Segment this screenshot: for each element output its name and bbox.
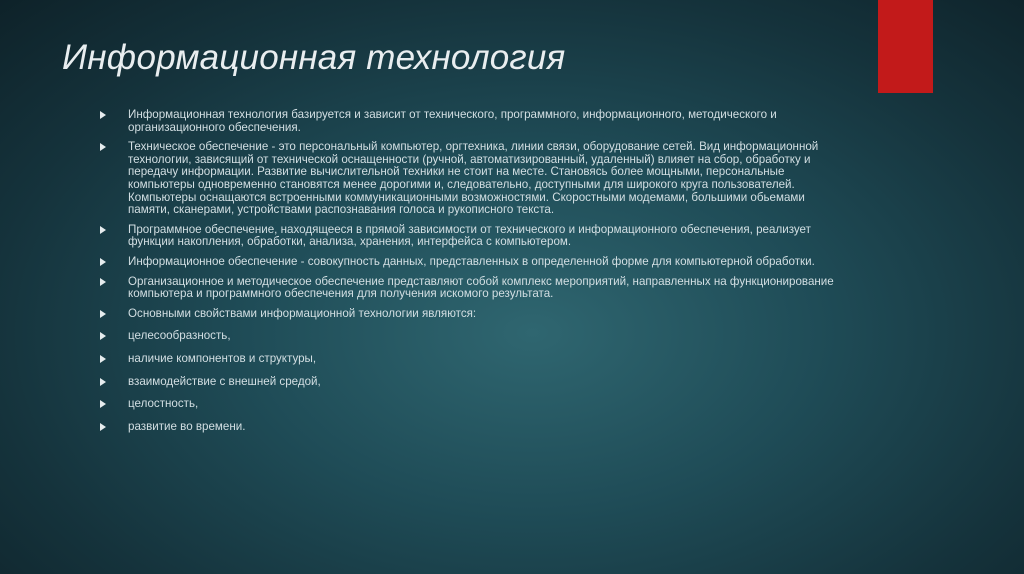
list-item <box>100 256 845 269</box>
list-item <box>100 308 845 321</box>
triangle-right-bullet-icon <box>100 278 106 286</box>
bullet-text: Информационная технология базируется и зависит от технического, программного, информационного, методического и организационного обеспечения. <box>128 108 777 134</box>
list-item <box>100 224 845 249</box>
slide-title: Информационная технология <box>62 38 566 77</box>
list-item <box>100 421 845 434</box>
triangle-right-bullet-icon <box>100 332 106 340</box>
triangle-right-bullet-icon <box>100 355 106 363</box>
triangle-right-bullet-icon <box>100 400 106 408</box>
list-item <box>100 141 845 217</box>
triangle-right-bullet-icon <box>100 143 106 151</box>
triangle-right-bullet-icon <box>100 111 106 119</box>
triangle-right-bullet-icon <box>100 378 106 386</box>
triangle-right-bullet-icon <box>100 310 106 318</box>
triangle-right-bullet-icon <box>100 226 106 234</box>
bullet-text: наличие компонентов и структуры, <box>128 351 317 365</box>
list-item <box>100 398 845 411</box>
triangle-right-bullet-icon <box>100 423 106 431</box>
bullet-text: Программное обеспечение, находящееся в прямой зависимости от технического и информационного обеспечения, реализует функции накопления, обработки, анализа, хранения, интерфейса с компьютером. <box>128 222 811 249</box>
bullet-text: целесообразность, <box>128 329 231 343</box>
bullet-text: Техническое обеспечение - это персональный компьютер, оргтехника, линии связи, оборудование сетей. Вид информационной технологии, зависящий от технической оснащенности (ручной, автоматизированный, удаленный) влияет на сбор, обработку и передачу информации. Развитие вычислительной техники не стоит на месте. Становясь более мощными, персональные компьютеры одновременно становятся менее дорогими и, следовательно, доступными для широкого круга пользователей. Компьютеры оснащаются встроенными коммуникационными возможностями. Скоростными модемами, большими обьемами памяти, сканерами, устройствами распознавания голоса и рукописного текста. <box>128 140 819 217</box>
triangle-right-bullet-icon <box>100 258 106 266</box>
list-item <box>100 353 845 366</box>
list-item <box>100 376 845 389</box>
bullet-text: развитие во времени. <box>128 419 246 433</box>
bullet-text: Организационное и методическое обеспечение представляют собой комплекс мероприятий, направленных на функционирование компьютера и программного обеспечения для получения искомого результата. <box>128 274 834 301</box>
list-item <box>100 109 845 134</box>
bullet-text: взаимодействие с внешней средой, <box>128 374 321 388</box>
bullet-text: целостность, <box>128 397 199 411</box>
list-item <box>100 276 845 301</box>
bullet-text: Основными свойствами информационной технологии являются: <box>128 306 477 320</box>
bullet-list <box>100 109 845 443</box>
list-item <box>100 330 845 343</box>
bullet-text: Информационное обеспечение - совокупность данных, представленных в определенной форме для компьютерной обработки. <box>128 254 815 268</box>
accent-bar <box>878 0 933 93</box>
